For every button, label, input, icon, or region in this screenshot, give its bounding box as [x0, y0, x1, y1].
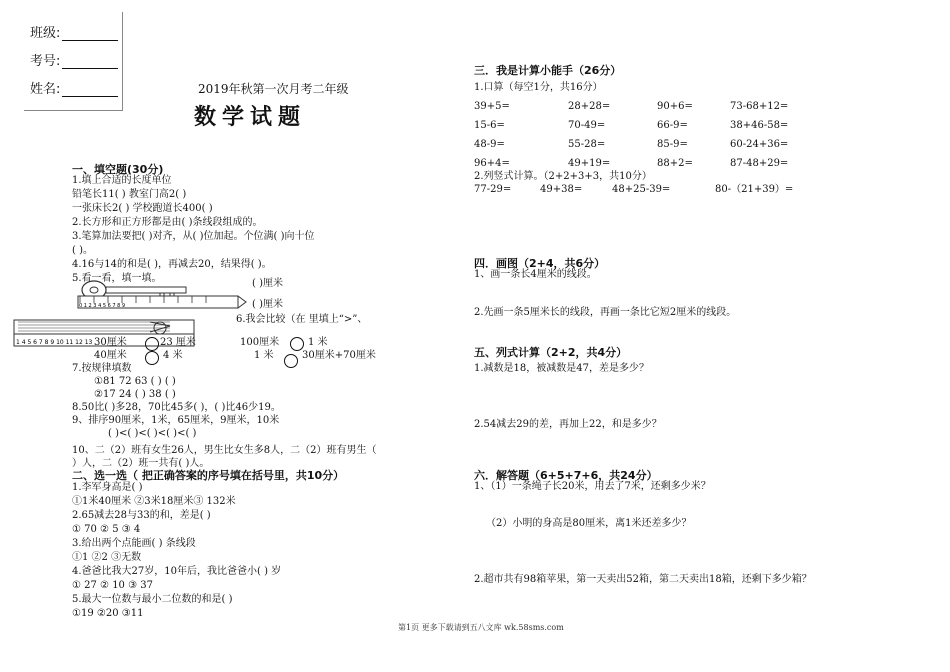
oral-1-2: 66-9= [657, 120, 688, 131]
cmp-2-left: 100厘米 [240, 337, 280, 348]
s1-line-3: 2.长方形和正方形都是由( )条线段组成的。 [72, 217, 263, 228]
cmp-4-left: 1 米 [254, 350, 274, 361]
oral-2-1: 55-28= [568, 139, 606, 150]
question-9-blanks: ( )<( )<( )<( )<( ) [108, 428, 197, 439]
oral-2-0: 48-9= [474, 139, 505, 150]
s1-line-2: 一张床长2( ) 学校跑道长400( ) [72, 203, 213, 214]
s1-line-5: ( )。 [72, 245, 93, 256]
cmp-1-left: 30厘米 [94, 337, 127, 348]
s2-line-6: 4.爸爸比我大27岁，10年后，我比爸爸小( ) 岁 [72, 566, 282, 577]
draw-q2: 2.先画一条5厘米长的线段，再画一条比它短2厘米的线段。 [474, 307, 737, 318]
oral-3-1: 49+19= [568, 158, 611, 169]
ruler-answer-2: ( )厘米 [252, 299, 283, 310]
name-blank [62, 84, 118, 97]
word-q2: 2.超市共有98箱苹果，第一天卖出52箱，第二天卖出18箱，还剩下多少箱？ [474, 574, 812, 585]
draw-q1: 1、画一条长4厘米的线段。 [474, 269, 597, 280]
compare-circle [284, 354, 298, 368]
vertical-3: 80-（21+39）= [715, 184, 794, 195]
name-label: 姓名: [30, 82, 61, 97]
s2-line-4: 3.给出两个点能画( ) 条线段 [72, 538, 196, 549]
oral-1-3: 38+46-58= [730, 120, 789, 131]
section1-heading: 一、填空题(30分) [72, 163, 164, 176]
class-field [30, 22, 118, 41]
s2-line-9: ①19 ②20 ③11 [72, 608, 144, 619]
oral-3-0: 96+4= [474, 158, 510, 169]
class-blank [62, 28, 118, 41]
page-footer: 第1页 更多下载请到五八文库 wk.58sms.com [398, 623, 564, 632]
student-info-box [24, 12, 123, 111]
s2-line-8: 5.最大一位数与最小二位数的和是( ) [72, 594, 233, 605]
cmp-4-right: 30厘米+70厘米 [302, 350, 376, 361]
class-label: 班级: [30, 26, 61, 41]
question-7b: ②17 24 ( ) 38 ( ) [94, 389, 176, 400]
question-9: 9、排序90厘米，1米，65厘米，9厘米，10米 [72, 415, 280, 426]
s1-line-6: 4.16与14的和是( )，再减去20，结果得( )。 [72, 259, 272, 270]
oral-calc-subheading: 1.口算（每空1分，共16分） [474, 82, 603, 93]
vertical-0: 77-29= [474, 184, 512, 195]
s2-line-2: 2.65减去28与33的和，差是( ) [72, 510, 211, 521]
exam-subtitle: 2019年秋第一次月考二年级 [198, 82, 349, 96]
s1-line-7: 5.看一看，填一填。 [72, 273, 162, 284]
compare-circle [145, 351, 159, 365]
oral-0-1: 28+28= [568, 101, 611, 112]
s2-line-5: ①1 ②2 ③无数 [72, 552, 142, 563]
oral-0-3: 73-68+12= [730, 101, 789, 112]
s1-line-4: 3.笔算加法要把( )对齐，从( )位加起。个位满( )向十位 [72, 231, 315, 242]
oral-2-3: 60-24+36= [730, 139, 789, 150]
word-q1b: （2）小明的身高是80厘米，离1米还差多少？ [486, 518, 692, 529]
question-6: 6.我会比较（在 里填上“>”、 [236, 314, 368, 325]
question-7: 7.按规律填数 [72, 363, 132, 374]
vertical-2: 48+25-39= [612, 184, 671, 195]
oral-3-3: 87-48+29= [730, 158, 789, 169]
oral-3-2: 88+2= [657, 158, 693, 169]
oral-0-0: 39+5= [474, 101, 510, 112]
formula-q2: 2.54减去29的差，再加上22，和是多少？ [474, 419, 662, 430]
vertical-1: 49+38= [540, 184, 583, 195]
cmp-3-left: 40厘米 [94, 350, 127, 361]
section2-heading: 二、选一选（ 把正确答案的序号填在括号里，共10分） [72, 469, 345, 482]
s2-line-3: ① 70 ② 5 ③ 4 [72, 524, 141, 535]
s2-line-1: ①1米40厘米 ②3米18厘米③ 132米 [72, 496, 236, 507]
cmp-2-right: 1 米 [308, 337, 328, 348]
word-q1: 1、（1）一条绳子长20米，用去了7米，还剩多少米？ [474, 481, 711, 492]
section3-heading: 三．我是计算小能手（26分） [474, 64, 622, 77]
cmp-3-right: 4 米 [163, 350, 183, 361]
question-7a: ①81 72 63 ( ) ( ) [94, 376, 176, 387]
number-field [30, 50, 118, 69]
ruler-answer-1: ( )厘米 [252, 278, 283, 289]
compare-circle [145, 337, 159, 351]
s1-line-0: 1.填上合适的长度单位 [72, 175, 172, 186]
section4-heading: 四．画图（2+4，共6分） [474, 257, 606, 270]
name-field [30, 78, 118, 97]
number-blank [62, 56, 118, 69]
svg-text:1 4 5 6 7 8 9 10: 1 4 5 6 7 8 9 10 11 12 13 [16, 339, 93, 346]
exam-title: 数学试题 [194, 105, 307, 130]
oral-1-1: 70-49= [568, 120, 606, 131]
oral-2-2: 85-9= [657, 139, 688, 150]
ruler-illustration [10, 276, 260, 356]
section5-heading: 五、列式计算（2+2，共4分） [474, 346, 628, 359]
cmp-1-right: 23 厘米 [160, 337, 196, 348]
vertical-calc-subheading: 2.列竖式计算。（2+2+3+3，共10分） [474, 171, 652, 182]
question-10a: 10、二（2）班有女生26人，男生比女生多8人，二（2）班有男生（ [72, 445, 377, 456]
number-label: 考号: [30, 54, 61, 69]
s2-line-0: 1.李军身高是( ) [72, 482, 143, 493]
upper-ruler [78, 296, 246, 309]
svg-text:0 1 2 3 4 5 6 7 8 9: 0 1 2 3 4 5 6 7 8 9 [79, 303, 126, 309]
oral-1-0: 15-6= [474, 120, 505, 131]
formula-q1: 1.减数是18，被减数是47，差是多少？ [474, 363, 649, 374]
s2-line-7: ① 27 ② 10 ③ 37 [72, 580, 153, 591]
section6-heading: 六．解答题（6+5+7+6，共24分） [474, 469, 658, 482]
oral-0-2: 90+6= [657, 101, 693, 112]
question-8: 8.50比( )多28，70比45多( )，( )比46少19。 [72, 402, 281, 413]
s1-line-1: 铅笔长11( ) 教室门高2( ) [72, 189, 187, 200]
question-10b: ）人，二（2）班一共有( )人。 [72, 458, 210, 469]
